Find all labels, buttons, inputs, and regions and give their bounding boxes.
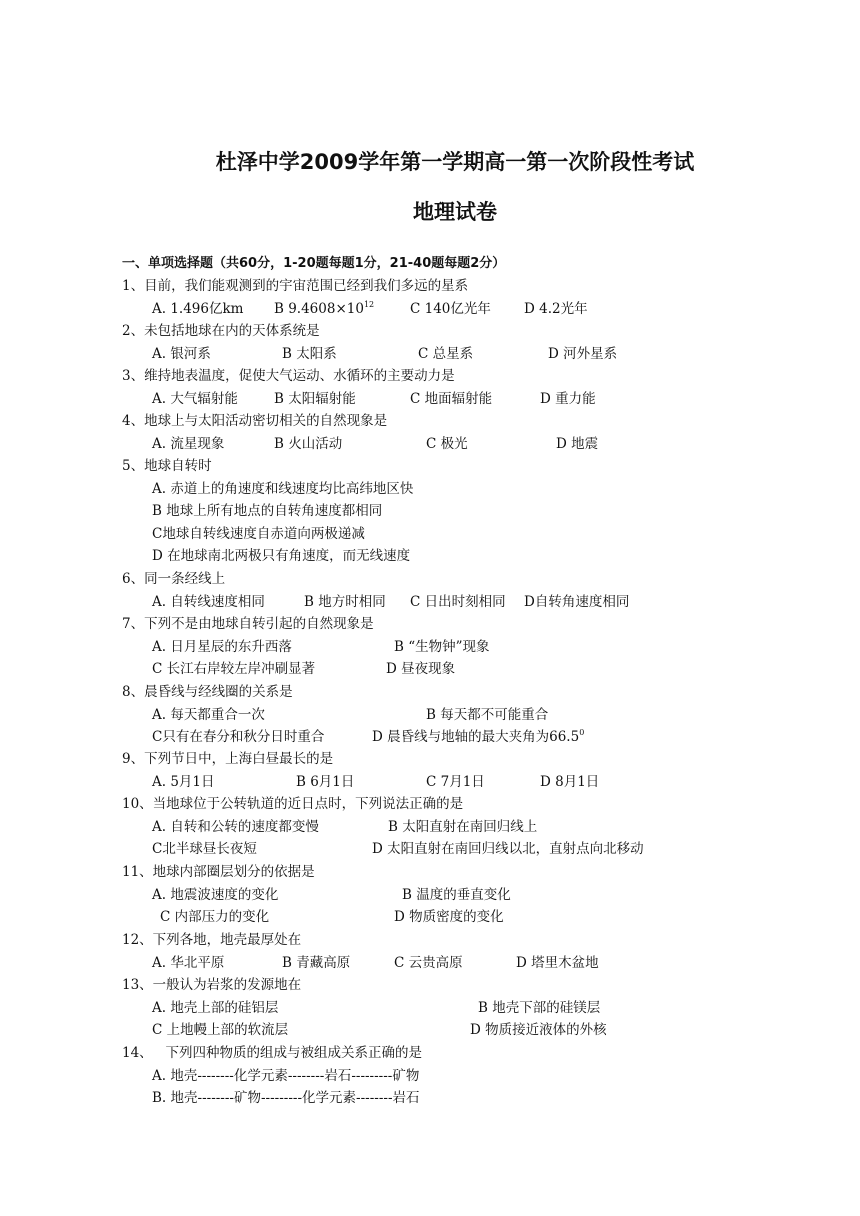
q12-option-d: D 塔里木盆地 bbox=[516, 955, 599, 971]
q8-option-b: B 每天都不可能重合 bbox=[426, 707, 549, 723]
q3-option-c: C 地面辐射能 bbox=[410, 391, 493, 407]
question-8-stem: 8、晨昏线与经线圈的关系是 bbox=[122, 684, 293, 700]
question-4-stem: 4、地球上与太阳活动密切相关的自然现象是 bbox=[122, 413, 388, 429]
question-12-stem: 12、下列各地，地壳最厚处在 bbox=[122, 932, 302, 948]
q4-option-b: B 火山活动 bbox=[274, 436, 343, 452]
question-13-options-row2 bbox=[0, 1021, 860, 1039]
question-11-options-row2 bbox=[0, 908, 860, 926]
q11-option-d: D 物质密度的变化 bbox=[394, 909, 504, 925]
q6-option-d: D自转角速度相同 bbox=[524, 594, 630, 610]
q3-option-a: A. 大气辐射能 bbox=[152, 391, 238, 407]
q7-option-d: D 昼夜现象 bbox=[386, 661, 456, 677]
question-6-stem: 6、同一条经线上 bbox=[122, 571, 226, 587]
q13-option-a: A. 地壳上部的硅铝层 bbox=[152, 1000, 279, 1016]
q11-option-c: C 内部压力的变化 bbox=[160, 909, 270, 925]
question-8-options-row1 bbox=[0, 706, 860, 724]
question-13-stem: 13、一般认为岩浆的发源地在 bbox=[122, 977, 302, 993]
q7-option-c: C 长江右岸较左岸冲刷显著 bbox=[152, 661, 316, 677]
q3-option-d: D 重力能 bbox=[540, 391, 596, 407]
question-2-stem: 2、未包括地球在内的天体系统是 bbox=[122, 323, 320, 339]
q1-option-b: B $9.4608\times 10^{12}$ bbox=[274, 300, 375, 317]
q6-option-c: C 日出时刻相同 bbox=[410, 594, 506, 610]
q12-option-c: C 云贵高原 bbox=[394, 955, 463, 971]
q6-option-b: B 地方时相同 bbox=[304, 594, 386, 610]
q1-option-a: A. 1.496亿km bbox=[152, 301, 244, 317]
q2-option-b: B 太阳系 bbox=[282, 346, 337, 362]
q9-option-d: D 8月1日 bbox=[540, 774, 600, 790]
q12-option-a: A. 华北平原 bbox=[152, 955, 225, 971]
question-9-stem: 9、下列节日中，上海白昼最长的是 bbox=[122, 751, 334, 767]
q4-option-d: D 地震 bbox=[556, 436, 599, 452]
q11-option-a: A. 地震波速度的变化 bbox=[152, 887, 279, 903]
q4-option-c: C 极光 bbox=[426, 436, 468, 452]
q9-option-b: B 6月1日 bbox=[296, 774, 355, 790]
q9-option-c: C 7月1日 bbox=[426, 774, 485, 790]
question-10-options-row2 bbox=[0, 840, 860, 858]
question-1-stem: 1、目前，我们能观测到的宇宙范围已经到我们多远的星系 bbox=[122, 278, 469, 294]
q11-option-b: B 温度的垂直变化 bbox=[402, 887, 511, 903]
q14-option-a: A. 地壳--------化学元素--------岩石---------矿物 bbox=[152, 1068, 420, 1084]
question-11-stem: 11、地球内部圈层划分的依据是 bbox=[122, 864, 315, 880]
question-9-options bbox=[0, 773, 860, 791]
q2-option-d: D 河外星系 bbox=[548, 346, 618, 362]
q5-option-c: C地球自转线速度自赤道向两极递减 bbox=[152, 526, 365, 542]
question-12-options bbox=[0, 954, 860, 972]
question-3-stem: 3、维持地表温度，促使大气运动、水循环的主要动力是 bbox=[122, 368, 455, 384]
q5-option-b: B 地球上所有地点的自转角速度都相同 bbox=[152, 503, 383, 519]
q8-option-a: A. 每天都重合一次 bbox=[152, 707, 265, 723]
question-14-stem: 14、 下列四种物质的组成与被组成关系正确的是 bbox=[122, 1045, 423, 1061]
q3-option-b: B 太阳辐射能 bbox=[274, 391, 356, 407]
question-1-options bbox=[0, 300, 860, 318]
question-7-options-row2 bbox=[0, 660, 860, 678]
q10-option-b: B 太阳直射在南回归线上 bbox=[388, 819, 538, 835]
question-13-options-row1 bbox=[0, 999, 860, 1017]
q10-option-c: C北半球昼长夜短 bbox=[152, 841, 257, 857]
q1-option-c: C 140亿光年 bbox=[410, 301, 491, 317]
question-3-options bbox=[0, 390, 860, 408]
q13-option-b: B 地壳下部的硅镁层 bbox=[478, 1000, 601, 1016]
q8-option-d: D 晨昏线与地轴的最大夹角为66.5$^0$ bbox=[372, 728, 585, 745]
question-2-options bbox=[0, 345, 860, 363]
q5-option-d: D 在地球南北两极只有角速度，而无线速度 bbox=[152, 548, 411, 564]
q14-option-b: B. 地壳--------矿物---------化学元素--------岩石 bbox=[152, 1090, 420, 1106]
question-10-stem: 10、当地球位于公转轨道的近日点时，下列说法正确的是 bbox=[122, 796, 464, 812]
q13-option-c: C 上地幔上部的软流层 bbox=[152, 1022, 289, 1038]
q2-option-c: C 总星系 bbox=[418, 346, 474, 362]
question-8-options-row2 bbox=[0, 728, 860, 746]
question-7-stem: 7、下列不是由地球自转引起的自然现象是 bbox=[122, 616, 374, 632]
q10-option-d: D 太阳直射在南回归线以北，直射点向北移动 bbox=[372, 841, 644, 857]
q10-option-a: A. 自转和公转的速度都变慢 bbox=[152, 819, 319, 835]
exam-subtitle: 地理试卷 bbox=[413, 200, 497, 224]
question-7-options-row1 bbox=[0, 638, 860, 656]
q8-option-c: C只有在春分和秋分日时重合 bbox=[152, 729, 325, 745]
q4-option-a: A. 流星现象 bbox=[152, 436, 225, 452]
section-heading: 一、单项选择题（共60分，1-20题每题1分，21-40题每题2分） bbox=[122, 256, 506, 271]
q1-option-d: D 4.2光年 bbox=[524, 301, 588, 317]
q7-option-b: B “生物钟”现象 bbox=[394, 639, 490, 655]
q12-option-b: B 青藏高原 bbox=[282, 955, 351, 971]
q2-option-a: A. 银河系 bbox=[152, 346, 211, 362]
question-10-options-row1 bbox=[0, 818, 860, 836]
q9-option-a: A. 5月1日 bbox=[152, 774, 215, 790]
q5-option-a: A. 赤道上的角速度和线速度均比高纬地区快 bbox=[152, 481, 414, 497]
q6-option-a: A. 自转线速度相同 bbox=[152, 594, 265, 610]
question-4-options bbox=[0, 435, 860, 453]
question-11-options-row1 bbox=[0, 886, 860, 904]
q13-option-d: D 物质接近液体的外核 bbox=[470, 1022, 607, 1038]
question-5-stem: 5、地球自转时 bbox=[122, 458, 212, 474]
question-6-options bbox=[0, 593, 860, 611]
q7-option-a: A. 日月星辰的东升西落 bbox=[152, 639, 292, 655]
exam-title: 杜泽中学2009学年第一学期高一第一次阶段性考试 bbox=[215, 150, 695, 174]
